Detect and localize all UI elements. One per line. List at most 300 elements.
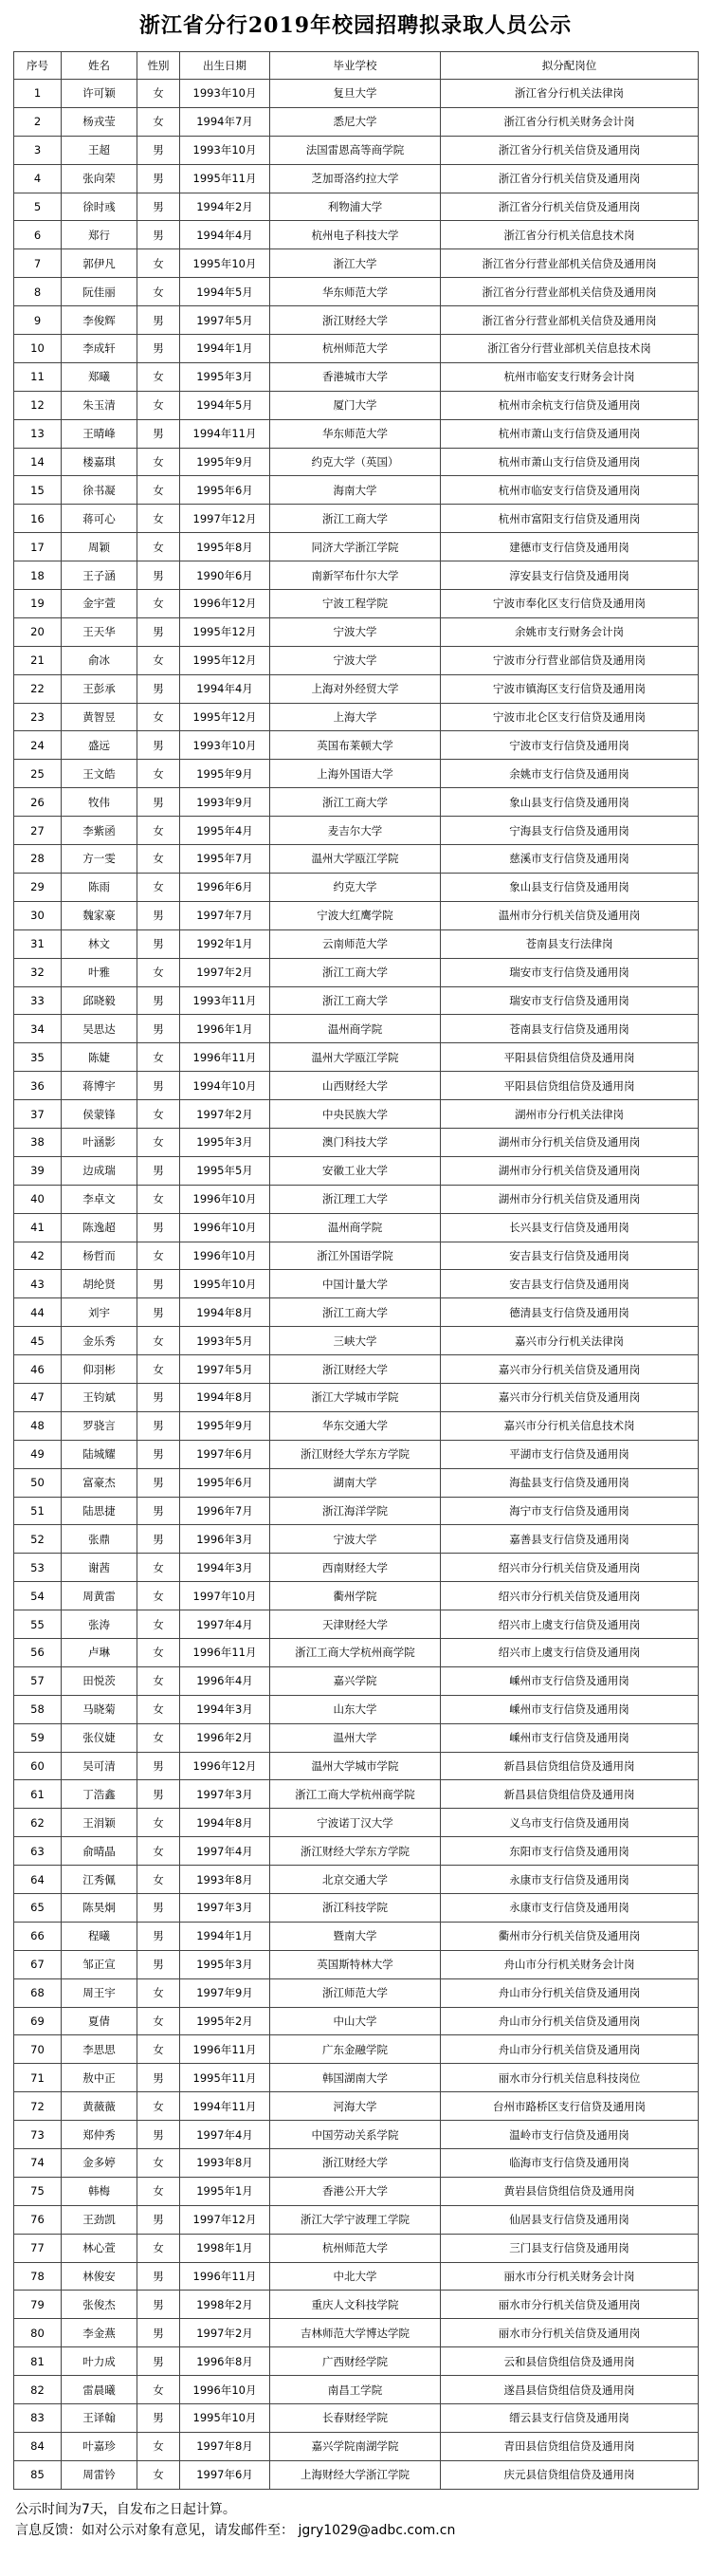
cell-name: 林文: [62, 929, 137, 958]
cell-birth-date: 1997年6月: [180, 2460, 270, 2489]
cell-birth-date: 1996年11月: [180, 2262, 270, 2291]
cell-index: 6: [14, 221, 62, 249]
cell-gender: 女: [137, 107, 180, 136]
cell-position: 淳安县支行信贷及通用岗: [441, 561, 699, 590]
cell-position: 杭州市萧山支行信贷及通用岗: [441, 448, 699, 476]
cell-gender: 女: [137, 362, 180, 391]
cell-index: 65: [14, 1894, 62, 1923]
cell-school: 悉尼大学: [270, 107, 441, 136]
cell-name: 俞冰: [62, 646, 137, 674]
cell-birth-date: 1995年6月: [180, 1468, 270, 1497]
cell-gender: 女: [137, 1582, 180, 1610]
cell-position: 浙江省分行机关信贷及通用岗: [441, 164, 699, 193]
cell-gender: 男: [137, 164, 180, 193]
cell-school: 浙江大学宁波理工学院: [270, 2205, 441, 2234]
cell-school: 英国布莱顿大学: [270, 731, 441, 760]
cell-school: 上海外国语大学: [270, 760, 441, 788]
cell-name: 王文皓: [62, 760, 137, 788]
cell-school: 浙江大学城市学院: [270, 1383, 441, 1411]
table-row: [14, 1185, 699, 1213]
cell-birth-date: 1995年12月: [180, 703, 270, 731]
cell-index: 19: [14, 590, 62, 618]
cell-name: 金乐秀: [62, 1327, 137, 1355]
cell-gender: 男: [137, 1383, 180, 1411]
cell-birth-date: 1995年10月: [180, 249, 270, 278]
cell-birth-date: 1995年3月: [180, 1128, 270, 1156]
cell-gender: 男: [137, 1072, 180, 1100]
cell-gender: 女: [137, 1723, 180, 1752]
header-position: 拟分配岗位: [441, 52, 699, 80]
cell-name: 李紫函: [62, 817, 137, 845]
cell-index: 25: [14, 760, 62, 788]
cell-school: 温州商学院: [270, 1015, 441, 1043]
cell-gender: 女: [137, 505, 180, 533]
cell-school: 西南财经大学: [270, 1554, 441, 1582]
cell-position: 绍兴市上虞支行信贷及通用岗: [441, 1610, 699, 1639]
cell-position: 新昌县信贷组信贷及通用岗: [441, 1752, 699, 1780]
cell-name: 江秀佩: [62, 1866, 137, 1894]
table-row: [14, 1978, 699, 2007]
table-row: [14, 958, 699, 986]
cell-gender: 女: [137, 80, 180, 108]
cell-gender: 女: [137, 1610, 180, 1639]
cell-birth-date: 1995年7月: [180, 845, 270, 874]
cell-birth-date: 1994年11月: [180, 419, 270, 448]
table-row: [14, 107, 699, 136]
cell-name: 周黄雷: [62, 1582, 137, 1610]
cell-birth-date: 1996年6月: [180, 873, 270, 901]
cell-birth-date: 1995年10月: [180, 2404, 270, 2433]
cell-name: 阮佳丽: [62, 278, 137, 306]
cell-name: 罗骁言: [62, 1411, 137, 1440]
cell-name: 叶力成: [62, 2347, 137, 2376]
cell-name: 周王宇: [62, 1978, 137, 2007]
cell-name: 王彭承: [62, 674, 137, 703]
cell-position: 德清县支行信贷及通用岗: [441, 1298, 699, 1327]
cell-name: 张俊杰: [62, 2291, 137, 2319]
table-row: [14, 2007, 699, 2035]
cell-index: 66: [14, 1922, 62, 1950]
cell-index: 20: [14, 617, 62, 646]
cell-index: 1: [14, 80, 62, 108]
table-row: [14, 2262, 699, 2291]
cell-school: 宁波大学: [270, 646, 441, 674]
cell-birth-date: 1995年3月: [180, 1950, 270, 1978]
table-row: [14, 1950, 699, 1978]
table-row: [14, 986, 699, 1015]
cell-gender: 女: [137, 533, 180, 561]
cell-index: 57: [14, 1666, 62, 1695]
cell-school: 浙江工商大学杭州商学院: [270, 1638, 441, 1666]
cell-name: 盛远: [62, 731, 137, 760]
cell-birth-date: 1993年10月: [180, 80, 270, 108]
cell-index: 8: [14, 278, 62, 306]
cell-position: 舟山市分行机关财务会计岗: [441, 1950, 699, 1978]
cell-gender: 男: [137, 1015, 180, 1043]
cell-school: 浙江工商大学: [270, 505, 441, 533]
cell-index: 54: [14, 1582, 62, 1610]
cell-position: 舟山市分行机关信贷及通用岗: [441, 2007, 699, 2035]
table-row: [14, 873, 699, 901]
cell-birth-date: 1994年8月: [180, 1809, 270, 1837]
cell-gender: 女: [137, 2035, 180, 2064]
cell-index: 35: [14, 1043, 62, 1072]
cell-name: 陈逸超: [62, 1213, 137, 1242]
cell-birth-date: 1995年11月: [180, 164, 270, 193]
cell-gender: 男: [137, 2064, 180, 2092]
cell-school: 中山大学: [270, 2007, 441, 2035]
cell-position: 嘉兴市分行机关信贷及通用岗: [441, 1355, 699, 1384]
cell-index: 69: [14, 2007, 62, 2035]
cell-position: 嵊州市支行信贷及通用岗: [441, 1666, 699, 1695]
cell-gender: 女: [137, 1185, 180, 1213]
header-gender: 性别: [137, 52, 180, 80]
cell-position: 永康市支行信贷及通用岗: [441, 1866, 699, 1894]
cell-birth-date: 1997年5月: [180, 1355, 270, 1384]
cell-name: 吴可清: [62, 1752, 137, 1780]
cell-birth-date: 1995年6月: [180, 476, 270, 505]
cell-index: 81: [14, 2347, 62, 2376]
cell-school: 杭州师范大学: [270, 335, 441, 363]
cell-name: 王超: [62, 136, 137, 164]
cell-name: 叶雅: [62, 958, 137, 986]
cell-birth-date: 1995年12月: [180, 646, 270, 674]
cell-gender: 男: [137, 1780, 180, 1809]
table-row: [14, 788, 699, 817]
cell-school: 中央民族大学: [270, 1100, 441, 1129]
cell-index: 36: [14, 1072, 62, 1100]
cell-birth-date: 1995年11月: [180, 2064, 270, 2092]
cell-position: 宁波市奉化区支行信贷及通用岗: [441, 590, 699, 618]
cell-school: 温州大学瓯江学院: [270, 1043, 441, 1072]
table-row: [14, 1327, 699, 1355]
table-row: [14, 1554, 699, 1582]
cell-position: 浙江省分行营业部机关信贷及通用岗: [441, 306, 699, 335]
cell-index: 55: [14, 1610, 62, 1639]
cell-school: 浙江海洋学院: [270, 1497, 441, 1525]
cell-birth-date: 1995年12月: [180, 617, 270, 646]
table-row: [14, 1128, 699, 1156]
cell-school: 海南大学: [270, 476, 441, 505]
cell-gender: 男: [137, 561, 180, 590]
cell-school: 香港公开大学: [270, 2177, 441, 2205]
cell-name: 王子涵: [62, 561, 137, 590]
cell-gender: 男: [137, 901, 180, 929]
cell-index: 21: [14, 646, 62, 674]
cell-position: 永康市支行信贷及通用岗: [441, 1894, 699, 1923]
cell-index: 67: [14, 1950, 62, 1978]
cell-gender: 男: [137, 788, 180, 817]
cell-position: 东阳市支行信贷及通用岗: [441, 1837, 699, 1866]
cell-position: 苍南县支行法律岗: [441, 929, 699, 958]
cell-school: 上海对外经贸大学: [270, 674, 441, 703]
cell-index: 37: [14, 1100, 62, 1129]
cell-birth-date: 1992年1月: [180, 929, 270, 958]
cell-gender: 男: [137, 221, 180, 249]
cell-index: 15: [14, 476, 62, 505]
table-row: [14, 2460, 699, 2489]
cell-name: 俞晴晶: [62, 1837, 137, 1866]
cell-birth-date: 1998年2月: [180, 2291, 270, 2319]
cell-position: 三门县支行信贷及通用岗: [441, 2234, 699, 2262]
cell-birth-date: 1993年8月: [180, 2149, 270, 2178]
cell-school: 浙江科技学院: [270, 1894, 441, 1923]
cell-school: 宁波大学: [270, 1525, 441, 1554]
cell-gender: 女: [137, 1978, 180, 2007]
cell-school: 温州商学院: [270, 1213, 441, 1242]
cell-school: 山东大学: [270, 1695, 441, 1723]
cell-index: 14: [14, 448, 62, 476]
cell-index: 12: [14, 391, 62, 419]
cell-birth-date: 1997年4月: [180, 2121, 270, 2149]
cell-school: 芝加哥洛约拉大学: [270, 164, 441, 193]
table-row: [14, 1072, 699, 1100]
cell-birth-date: 1996年2月: [180, 1723, 270, 1752]
cell-position: 象山县支行信贷及通用岗: [441, 788, 699, 817]
cell-gender: 男: [137, 2291, 180, 2319]
cell-name: 敖中正: [62, 2064, 137, 2092]
cell-birth-date: 1997年2月: [180, 2319, 270, 2347]
cell-position: 浙江省分行营业部机关信贷及通用岗: [441, 249, 699, 278]
cell-gender: 女: [137, 1866, 180, 1894]
table-row: [14, 2291, 699, 2319]
cell-school: 中国劳动关系学院: [270, 2121, 441, 2149]
cell-gender: 女: [137, 1043, 180, 1072]
cell-birth-date: 1995年9月: [180, 448, 270, 476]
cell-school: 中国计量大学: [270, 1270, 441, 1298]
table-row: [14, 1752, 699, 1780]
cell-name: 胡纶贤: [62, 1270, 137, 1298]
cell-birth-date: 1994年10月: [180, 1072, 270, 1100]
cell-birth-date: 1993年11月: [180, 986, 270, 1015]
cell-gender: 男: [137, 1411, 180, 1440]
table-row: [14, 2064, 699, 2092]
cell-gender: 女: [137, 873, 180, 901]
cell-position: 舟山市分行机关信贷及通用岗: [441, 2035, 699, 2064]
cell-school: 宁波工程学院: [270, 590, 441, 618]
cell-index: 3: [14, 136, 62, 164]
cell-position: 绍兴市分行机关信贷及通用岗: [441, 1554, 699, 1582]
cell-name: 郑行: [62, 221, 137, 249]
cell-index: 56: [14, 1638, 62, 1666]
cell-birth-date: 1993年10月: [180, 136, 270, 164]
cell-name: 徐时彧: [62, 193, 137, 221]
table-row: [14, 2319, 699, 2347]
cell-index: 68: [14, 1978, 62, 2007]
cell-school: 广西财经学院: [270, 2347, 441, 2376]
cell-gender: 男: [137, 1525, 180, 1554]
cell-index: 53: [14, 1554, 62, 1582]
cell-school: 云南师范大学: [270, 929, 441, 958]
cell-school: 衢州学院: [270, 1582, 441, 1610]
table-header-row: [14, 52, 699, 80]
cell-index: 61: [14, 1780, 62, 1809]
cell-gender: 男: [137, 929, 180, 958]
cell-name: 周雷钤: [62, 2460, 137, 2489]
cell-school: 华东师范大学: [270, 278, 441, 306]
table-row: [14, 1582, 699, 1610]
cell-position: 平湖市支行信贷及通用岗: [441, 1440, 699, 1468]
cell-position: 宁波市镇海区支行信贷及通用岗: [441, 674, 699, 703]
cell-gender: 女: [137, 703, 180, 731]
cell-birth-date: 1996年10月: [180, 1242, 270, 1270]
cell-birth-date: 1995年10月: [180, 1270, 270, 1298]
cell-index: 48: [14, 1411, 62, 1440]
cell-index: 72: [14, 2092, 62, 2121]
cell-index: 44: [14, 1298, 62, 1327]
cell-gender: 女: [137, 1242, 180, 1270]
table-row: [14, 2149, 699, 2178]
cell-gender: 女: [137, 1638, 180, 1666]
cell-gender: 女: [137, 646, 180, 674]
table-row: [14, 306, 699, 335]
cell-name: 陆思捷: [62, 1497, 137, 1525]
cell-position: 杭州市富阳支行信贷及通用岗: [441, 505, 699, 533]
cell-name: 李卓文: [62, 1185, 137, 1213]
cell-gender: 女: [137, 1837, 180, 1866]
cell-position: 绍兴市分行机关信贷及通用岗: [441, 1582, 699, 1610]
admission-table: [13, 51, 699, 2490]
cell-index: 45: [14, 1327, 62, 1355]
cell-birth-date: 1996年12月: [180, 590, 270, 618]
table-row: [14, 249, 699, 278]
header-school: 毕业学校: [270, 52, 441, 80]
cell-name: 楼嘉琪: [62, 448, 137, 476]
cell-name: 陈昊炯: [62, 1894, 137, 1923]
cell-name: 郑仲秀: [62, 2121, 137, 2149]
cell-school: 嘉兴学院: [270, 1666, 441, 1695]
cell-index: 39: [14, 1156, 62, 1185]
table-row: [14, 335, 699, 363]
cell-school: 韩国湖南大学: [270, 2064, 441, 2092]
cell-name: 张鼎: [62, 1525, 137, 1554]
table-row: [14, 1100, 699, 1129]
cell-birth-date: 1996年10月: [180, 2376, 270, 2404]
cell-position: 衢州市分行机关信贷及通用岗: [441, 1922, 699, 1950]
cell-gender: 女: [137, 1327, 180, 1355]
cell-name: 叶嘉珍: [62, 2432, 137, 2460]
cell-position: 宁波市分行营业部信贷及通用岗: [441, 646, 699, 674]
cell-index: 42: [14, 1242, 62, 1270]
cell-birth-date: 1997年12月: [180, 2205, 270, 2234]
cell-name: 杨戎莹: [62, 107, 137, 136]
cell-position: 绍兴市上虞支行信贷及通用岗: [441, 1638, 699, 1666]
table-row: [14, 2205, 699, 2234]
cell-school: 浙江工商大学: [270, 788, 441, 817]
cell-index: 83: [14, 2404, 62, 2433]
table-row: [14, 193, 699, 221]
cell-index: 51: [14, 1497, 62, 1525]
cell-name: 陆城耀: [62, 1440, 137, 1468]
cell-index: 58: [14, 1695, 62, 1723]
table-row: [14, 561, 699, 590]
cell-position: 杭州市萧山支行信贷及通用岗: [441, 419, 699, 448]
cell-name: 许可颖: [62, 80, 137, 108]
cell-school: 浙江财经大学: [270, 306, 441, 335]
cell-school: 杭州师范大学: [270, 2234, 441, 2262]
cell-index: 16: [14, 505, 62, 533]
cell-birth-date: 1994年7月: [180, 107, 270, 136]
cell-school: 长春财经学院: [270, 2404, 441, 2433]
cell-school: 澳门科技大学: [270, 1128, 441, 1156]
cell-birth-date: 1993年8月: [180, 1866, 270, 1894]
cell-gender: 女: [137, 2007, 180, 2035]
table-row: [14, 221, 699, 249]
table-row: [14, 1809, 699, 1837]
cell-position: 丽水市分行机关信贷及通用岗: [441, 2319, 699, 2347]
cell-gender: 女: [137, 1100, 180, 1129]
cell-index: 24: [14, 731, 62, 760]
cell-name: 林心萱: [62, 2234, 137, 2262]
header-name: 姓名: [62, 52, 137, 80]
cell-name: 黄智昱: [62, 703, 137, 731]
cell-school: 厦门大学: [270, 391, 441, 419]
cell-school: 浙江财经大学东方学院: [270, 1440, 441, 1468]
table-row: [14, 1695, 699, 1723]
cell-position: 瑞安市支行信贷及通用岗: [441, 986, 699, 1015]
table-row: [14, 1922, 699, 1950]
cell-school: 浙江财经大学: [270, 1355, 441, 1384]
cell-gender: 男: [137, 136, 180, 164]
cell-gender: 女: [137, 845, 180, 874]
table-row: [14, 1298, 699, 1327]
cell-position: 嘉兴市分行机关法律岗: [441, 1327, 699, 1355]
table-row: [14, 1638, 699, 1666]
cell-school: 宁波大红鹰学院: [270, 901, 441, 929]
cell-name: 金多婷: [62, 2149, 137, 2178]
cell-school: 温州大学城市学院: [270, 1752, 441, 1780]
cell-gender: 男: [137, 731, 180, 760]
cell-position: 青田县信贷组信贷及通用岗: [441, 2432, 699, 2460]
cell-school: 温州大学: [270, 1723, 441, 1752]
cell-name: 丁浩鑫: [62, 1780, 137, 1809]
table-row: [14, 419, 699, 448]
table-row: [14, 1213, 699, 1242]
cell-birth-date: 1996年8月: [180, 2347, 270, 2376]
table-row: [14, 929, 699, 958]
cell-school: 英国斯特林大学: [270, 1950, 441, 1978]
table-row: [14, 2376, 699, 2404]
cell-name: 李思思: [62, 2035, 137, 2064]
cell-index: 77: [14, 2234, 62, 2262]
cell-school: 吉林师范大学博达学院: [270, 2319, 441, 2347]
cell-gender: 男: [137, 1468, 180, 1497]
table-row: [14, 1525, 699, 1554]
cell-gender: 女: [137, 2376, 180, 2404]
cell-gender: 女: [137, 2149, 180, 2178]
cell-index: 46: [14, 1355, 62, 1384]
cell-position: 临海市支行信贷及通用岗: [441, 2149, 699, 2178]
table-row: [14, 2035, 699, 2064]
cell-position: 温岭市支行信贷及通用岗: [441, 2121, 699, 2149]
cell-index: 52: [14, 1525, 62, 1554]
cell-name: 金宇萱: [62, 590, 137, 618]
cell-school: 华东师范大学: [270, 419, 441, 448]
cell-position: 仙居县支行信贷及通用岗: [441, 2205, 699, 2234]
cell-birth-date: 1997年4月: [180, 1837, 270, 1866]
table-row: [14, 674, 699, 703]
cell-name: 边成瑞: [62, 1156, 137, 1185]
cell-birth-date: 1997年10月: [180, 1582, 270, 1610]
cell-birth-date: 1996年10月: [180, 1185, 270, 1213]
cell-name: 王涓颖: [62, 1809, 137, 1837]
cell-birth-date: 1994年4月: [180, 674, 270, 703]
cell-name: 蒋可心: [62, 505, 137, 533]
cell-school: 宁波大学: [270, 617, 441, 646]
cell-position: 宁海县支行信贷及通用岗: [441, 817, 699, 845]
cell-gender: 女: [137, 2234, 180, 2262]
cell-school: 暨南大学: [270, 1922, 441, 1950]
